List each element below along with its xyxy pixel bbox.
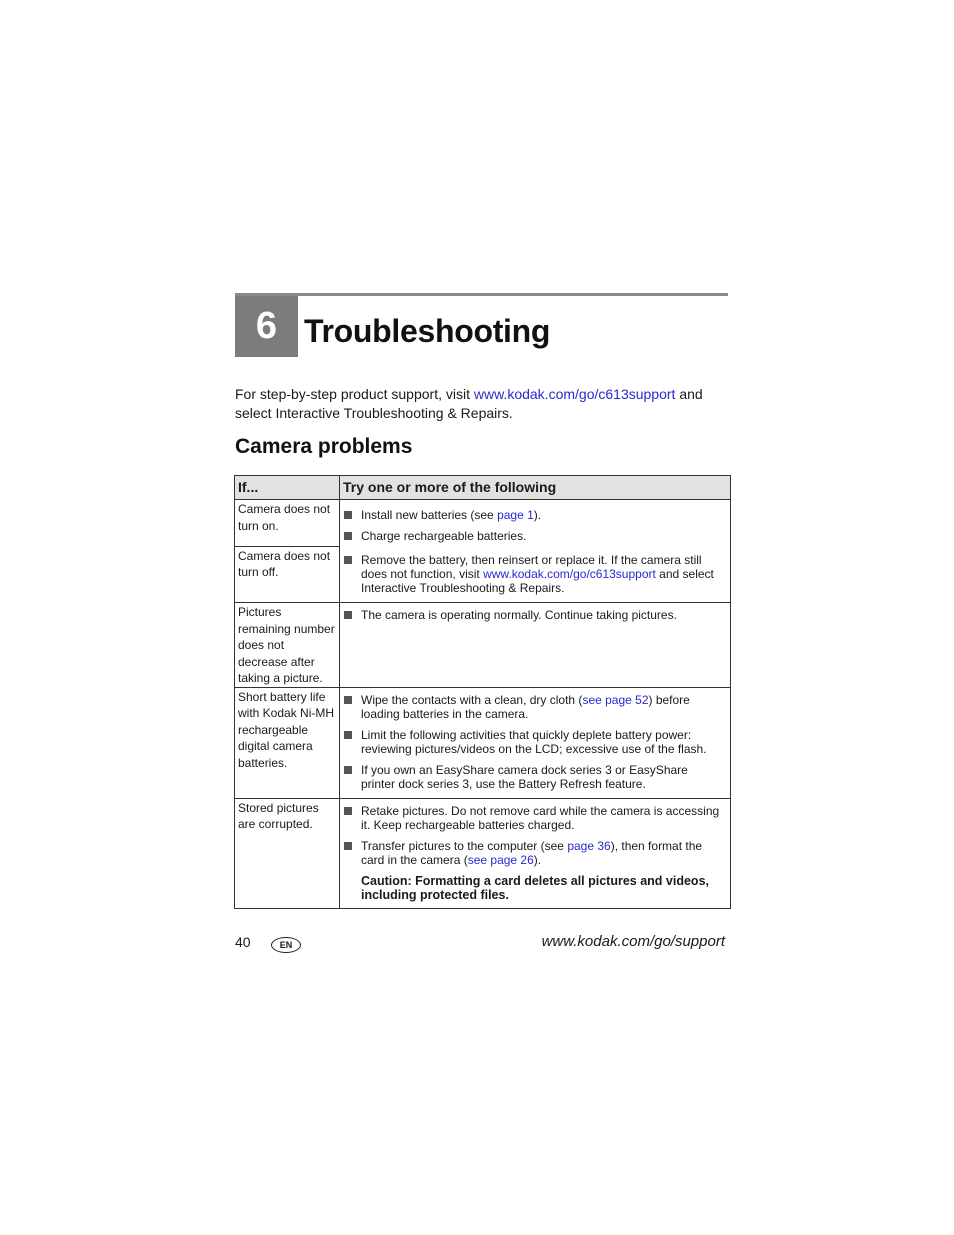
condition-cell: Camera does not turn off. [235,546,340,602]
condition-cell: Pictures remaining number does not decrease after taking a picture. [235,603,340,688]
support-link[interactable]: www.kodak.com/go/c613support [473,386,676,402]
condition-cell: Stored pictures are corrupted. [235,798,340,908]
page-link[interactable]: page 36 [567,838,611,853]
page-link[interactable]: see page 52 [582,692,649,707]
header-try: Try one or more of the following [340,476,731,500]
list-item: Charge rechargeable batteries. [343,529,724,543]
list-item: Remove the battery, then reinsert or replace it. If the camera still does not function, visit www.kodak.com/go/c613support and select Interactive Troubleshooting & Repairs. [343,553,724,595]
caution-note: Caution: Formatting a card deletes all pictures and videos, including protected files. [361,873,709,902]
list-item: Limit the following activities that quickly deplete battery power: reviewing pictures/videos on the LCD; excessive use of the flash. [343,728,724,756]
bullet-square-icon [344,696,352,704]
condition-cell: Short battery life with Kodak Ni-MH rechargeable digital camera batteries. [235,687,340,798]
bullet-square-icon [344,532,352,540]
action-cell [340,500,731,603]
header-if: If... [235,476,340,500]
list-item: If you own an EasyShare camera dock series 3 or EasyShare printer dock series 3, use the Battery Refresh feature. [343,763,724,791]
action-cell [340,687,731,798]
chapter-rule [235,293,728,296]
support-link[interactable]: www.kodak.com/go/c613support [483,567,656,581]
bullet-square-icon [344,511,352,519]
list-item: Transfer pictures to the computer (see page 36), then format the card in the camera (see page 26). [343,839,724,867]
page-number: 40 [235,934,251,950]
condition-cell: Camera does not turn on. [235,500,340,547]
page-link[interactable]: see page 26 [467,852,534,867]
page-link[interactable]: page 1 [497,508,534,522]
bullet-square-icon [344,556,352,564]
bullet-square-icon [344,807,352,815]
chapter-title: Troubleshooting [304,313,551,349]
list-item: Install new batteries (see page 1). [343,508,724,522]
table-row [235,687,731,798]
section-title: Camera problems [235,435,413,458]
action-cell [340,603,731,688]
table-header-row [235,476,731,500]
action-cell [340,798,731,908]
bullet-square-icon [344,842,352,850]
bullet-square-icon [344,766,352,774]
table-row [235,798,731,908]
intro-paragraph: For step-by-step product support, visit www.kodak.com/go/c613support and select Interactive Troubleshooting & Repairs. [235,386,703,421]
table-row [235,603,731,688]
bullet-square-icon [344,731,352,739]
footer-support-url[interactable]: www.kodak.com/go/support [541,933,725,950]
troubleshooting-table [234,475,731,909]
table-row [235,500,731,547]
list-item: Wipe the contacts with a clean, dry cloth (see page 52) before loading batteries in the camera. [343,693,724,721]
list-item: Retake pictures. Do not remove card while the camera is accessing it. Keep rechargeable batteries charged. [343,804,724,832]
list-item: The camera is operating normally. Continue taking pictures. [343,608,724,622]
language-badge: EN [271,937,301,953]
chapter-number: 6 [235,296,298,357]
bullet-square-icon [344,611,352,619]
